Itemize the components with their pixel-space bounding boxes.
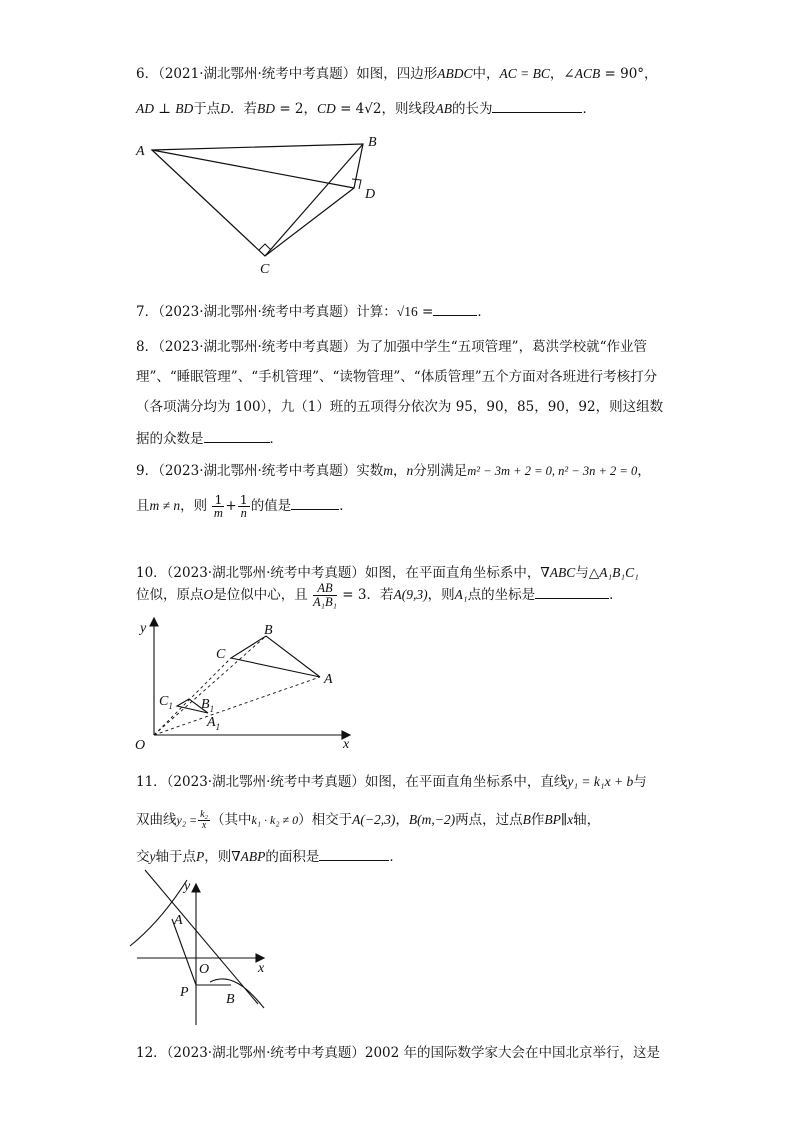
axis-label-y: y [140,621,147,636]
q12-line-1: 12．（2023·湖北鄂州·统考中考真题）2002 年的国际数学家大会在中国北京举行，这是 [136,1045,661,1061]
label-a1: $A_1$ [207,715,221,732]
origin-label: O [135,738,146,753]
axis-label-x: x [343,737,350,752]
hyperbola-lower-right [210,979,264,1008]
fraction-1-over-n: $\frac{1}{n}$ [239,492,248,520]
origin-label: O [199,962,210,977]
label-d: D [365,187,376,202]
q10-line-2: 位似，原点O是位似中心，且 $\frac{AB}{\text{A₁B₁}}$ = 3．若A(9,3)，则A₁点的坐标是 ． [136,581,623,609]
axis-label-y: y [184,879,191,894]
q11-line-1: 11．（2023·湖北鄂州·统考中考真题）如图，在平面直角坐标系中，直线y₁ = k₁x + b与 [136,774,647,790]
q8-line-1: 8．（2023·湖北鄂州·统考中考真题）为了加强中学生“五项管理”，葛洪学校就“作业管 [136,339,647,355]
q8-line-2: 理”、“睡眠管理”、“手机管理”、“读物管理”、“体质管理”五个方面对各班进行考核打分 [136,369,658,385]
label-b: B [226,992,235,1007]
q11-line-3: 交y轴于点P，则∇ABP的面积是 ． [136,846,403,867]
q7-line: 7．（2023·湖北鄂州·统考中考真题）计算：√16 = ． [136,301,491,322]
label-c1: $C_1$ [159,694,173,711]
line-y1 [145,870,258,1004]
label-a: A [174,913,183,928]
label-p: P [180,985,189,1000]
label-b: B [368,135,377,150]
fraction-k2-over-x: $\frac{\text{k₂}}{x}$ [200,809,209,831]
label-c: C [260,262,270,277]
label-a: A [136,144,145,159]
label-b: B [264,623,273,638]
q10-line-1: 10．（2023·湖北鄂州·统考中考真题）如图，在平面直角坐标系中，∇ABC与△A₁B₁C₁ [136,565,639,581]
fraction-ab-over-a1b1: $\frac{AB}{\text{A₁B₁}}$ [313,581,338,609]
q11-line-2: 双曲线y₂ = $\frac{\text{k₂}}{x}$ （其中k₁ · k₂ ≠ 0）相交于A(−2,3)，B(m,−2)两点，过点B作BP∥x轴， [136,809,601,831]
y-arrow [192,884,200,892]
q8-line-4: 据的众数是 ． [136,428,283,449]
fraction-1-over-m: $\frac{1}{m}$ [213,492,223,520]
label-c: C [216,647,226,662]
label-b1: $B_1$ [201,697,215,714]
segment-ap [172,919,196,985]
axis-label-x: x [258,961,265,976]
label-a: A [324,672,333,687]
q9-line-2: 且m ≠ n，则 $\frac{1}{m}$ + $\frac{1}{n}$ 的值是 ． [136,492,353,520]
q6-line-1: 6．（2021·湖北鄂州·统考中考真题）如图，四边形ABDC中，AC = BC，∠ACB = 90°， [136,66,658,82]
q8-line-3: （各项满分均为 100），九（1）班的五项得分依次为 95，90，85，90，92，则这组数 [136,399,664,415]
q9-line-1: 9．（2023·湖北鄂州·统考中考真题）实数m，n分别满足m² − 3m + 2 = 0, n² − 3n + 2 = 0， [136,463,651,479]
q6-line-2: AD ⊥ BD于点D．若BD = 2，CD = 4√2，则线段AB的长为 ． [136,98,596,119]
